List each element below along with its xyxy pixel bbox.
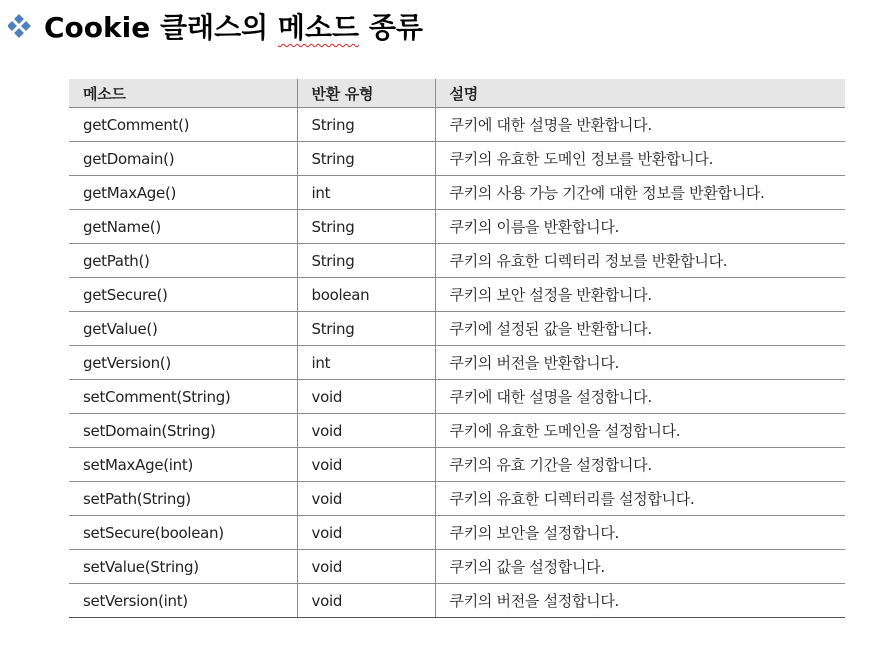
cell-method: getVersion() [69, 346, 297, 380]
cell-return-type: void [297, 584, 435, 618]
cell-description: 쿠키의 유효한 디렉터리 정보를 반환합니다. [435, 244, 845, 278]
table-body [69, 108, 845, 618]
cell-description: 쿠키에 대한 설명을 설정합니다. [435, 380, 845, 414]
table-row [69, 108, 845, 142]
cell-method: setPath(String) [69, 482, 297, 516]
cell-return-type: void [297, 414, 435, 448]
table-row [69, 312, 845, 346]
cell-return-type: String [297, 142, 435, 176]
slide-title [8, 6, 423, 46]
cell-method: getSecure() [69, 278, 297, 312]
cell-method: getComment() [69, 108, 297, 142]
header-method: 메소드 [69, 79, 297, 108]
cell-return-type: void [297, 448, 435, 482]
cell-description: 쿠키의 버전을 반환합니다. [435, 346, 845, 380]
title-suffix: 종류 [359, 11, 423, 44]
cell-description: 쿠키의 유효한 도메인 정보를 반환합니다. [435, 142, 845, 176]
table-row [69, 414, 845, 448]
cell-method: setSecure(boolean) [69, 516, 297, 550]
table-row [69, 482, 845, 516]
cell-description: 쿠키에 설정된 값을 반환합니다. [435, 312, 845, 346]
slide-title-text [44, 6, 423, 46]
cell-description: 쿠키의 이름을 반환합니다. [435, 210, 845, 244]
table-row [69, 584, 845, 618]
cell-method: setComment(String) [69, 380, 297, 414]
cell-method: getName() [69, 210, 297, 244]
cell-return-type: boolean [297, 278, 435, 312]
table-row [69, 516, 845, 550]
table-row [69, 210, 845, 244]
cell-return-type: void [297, 550, 435, 584]
cell-description: 쿠키의 유효 기간을 설정합니다. [435, 448, 845, 482]
cell-method: setVersion(int) [69, 584, 297, 618]
header-row [69, 79, 845, 108]
cell-return-type: String [297, 312, 435, 346]
cell-description: 쿠키의 버전을 설정합니다. [435, 584, 845, 618]
cell-method: getValue() [69, 312, 297, 346]
title-prefix: Cookie 클래스의 [44, 11, 278, 44]
cell-return-type: void [297, 380, 435, 414]
cell-return-type: String [297, 108, 435, 142]
table-row [69, 550, 845, 584]
table-header [69, 79, 845, 108]
cell-return-type: void [297, 516, 435, 550]
cell-description: 쿠키의 보안 설정을 반환합니다. [435, 278, 845, 312]
cell-description: 쿠키의 값을 설정합니다. [435, 550, 845, 584]
title-underlined-word: 메소드 [277, 11, 360, 44]
methods-table [69, 79, 845, 618]
table-row [69, 176, 845, 210]
cell-method: setValue(String) [69, 550, 297, 584]
diamond-bullet-icon [8, 14, 32, 38]
table-row [69, 278, 845, 312]
cell-method: getPath() [69, 244, 297, 278]
table-row [69, 448, 845, 482]
cell-description: 쿠키의 사용 가능 기간에 대한 정보를 반환합니다. [435, 176, 845, 210]
table-row [69, 142, 845, 176]
cell-method: setDomain(String) [69, 414, 297, 448]
table-row [69, 380, 845, 414]
cell-method: setMaxAge(int) [69, 448, 297, 482]
cell-return-type: String [297, 210, 435, 244]
cell-description: 쿠키에 대한 설명을 반환합니다. [435, 108, 845, 142]
cell-return-type: void [297, 482, 435, 516]
table-row [69, 346, 845, 380]
header-return-type: 반환 유형 [297, 79, 435, 108]
cell-return-type: int [297, 176, 435, 210]
cell-return-type: String [297, 244, 435, 278]
cell-method: getDomain() [69, 142, 297, 176]
cell-description: 쿠키의 유효한 디렉터리를 설정합니다. [435, 482, 845, 516]
cell-method: getMaxAge() [69, 176, 297, 210]
cell-description: 쿠키의 보안을 설정합니다. [435, 516, 845, 550]
cell-description: 쿠키에 유효한 도메인을 설정합니다. [435, 414, 845, 448]
cell-return-type: int [297, 346, 435, 380]
table-row [69, 244, 845, 278]
header-description: 설명 [435, 79, 845, 108]
